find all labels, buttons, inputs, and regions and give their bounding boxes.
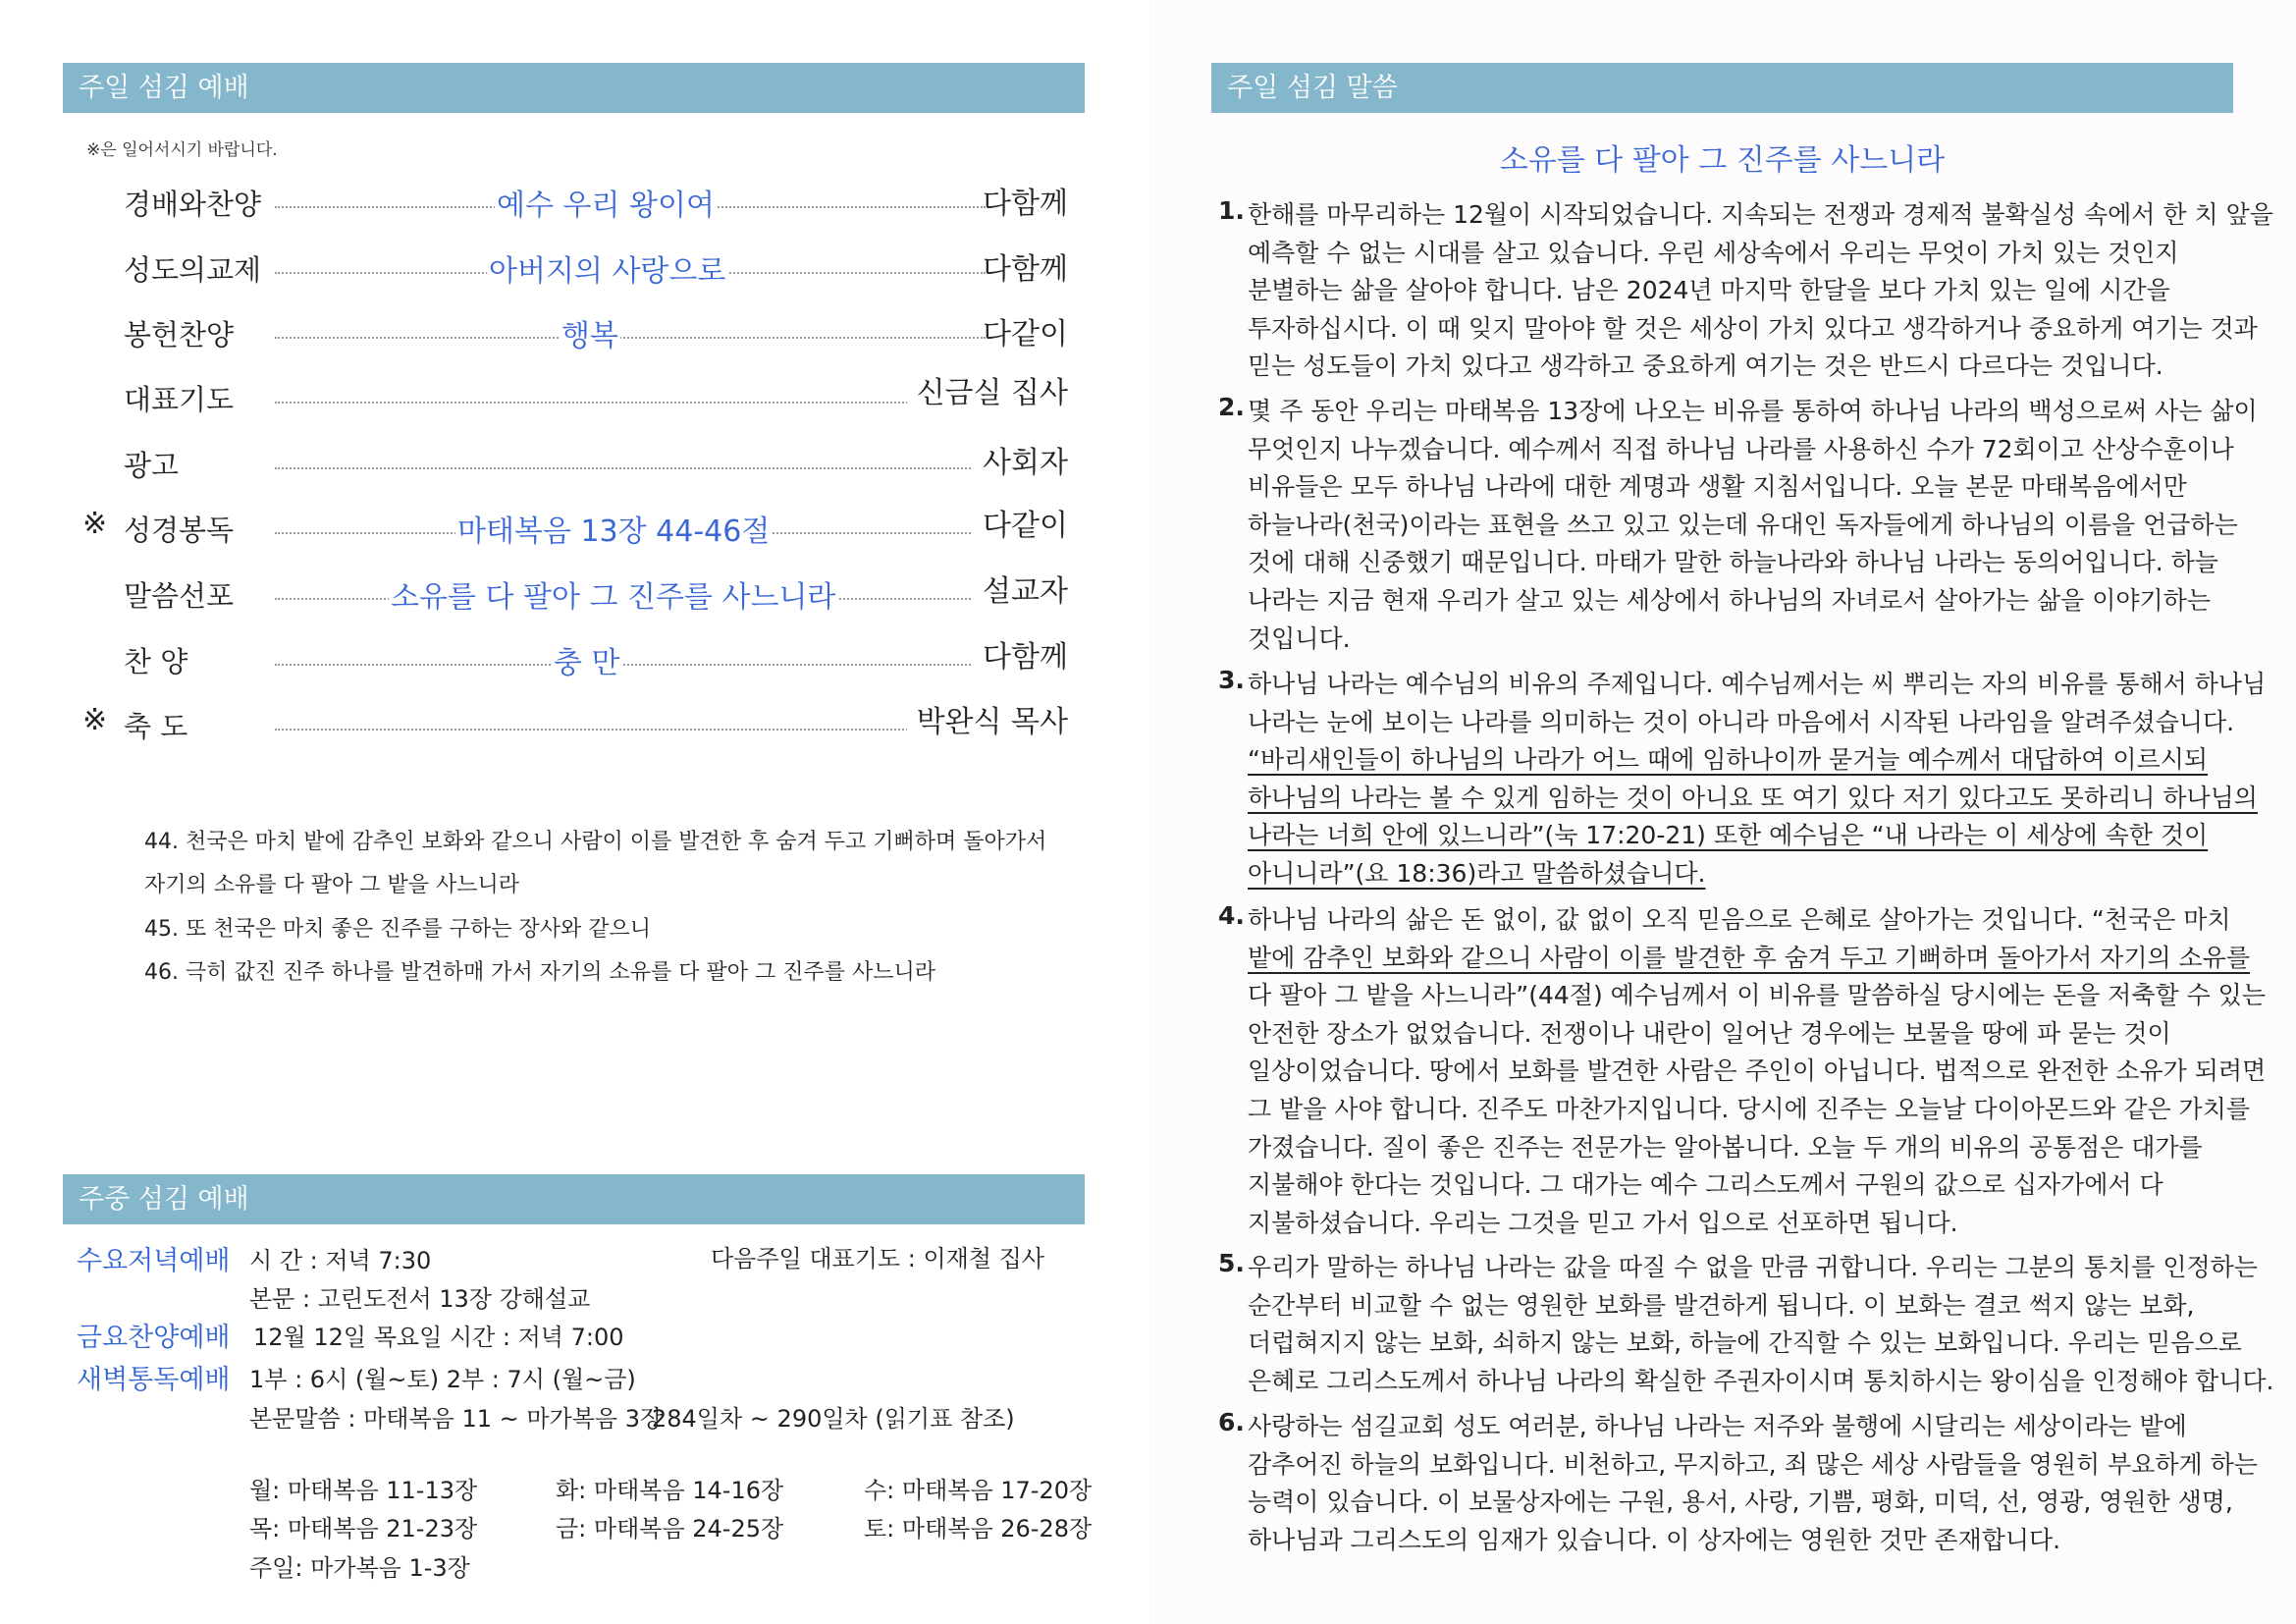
order-leader: 사회자 <box>973 438 1068 481</box>
paragraph-line: 하나님 나라는 예수님의 비유의 주제입니다. 예수님께서는 씨 뿌리는 자의 비유를 통해서 하나님 <box>1248 670 2267 698</box>
standing-mark: ※ <box>82 703 108 737</box>
paragraph-line: 분별하는 삶을 살아야 합니다. 남은 2024년 마지막 한달을 보다 가치 있는 일에 시간을 <box>1248 276 2170 305</box>
paragraph-number: 5. <box>1218 1249 1245 1277</box>
reading-item: 수: 마태복음 17-20장 <box>864 1477 1093 1504</box>
order-item: 대표기도 <box>124 383 235 416</box>
next-prayer: 다음주일 대표기도 : 이재철 집사 <box>711 1245 1044 1272</box>
order-title: 아버지의 사랑으로 <box>487 246 727 290</box>
paragraph-number: 1. <box>1218 196 1245 225</box>
wednesday-service-label: 수요저녁예배 <box>77 1246 231 1276</box>
weekday-section-header: 주중 섬김 예배 <box>63 1174 1085 1224</box>
dawn-text: 본문말씀 : 마태복음 11 ~ 마가복음 3장 <box>249 1405 664 1433</box>
order-item: 말씀선포 <box>124 579 235 613</box>
verse-line: 자기의 소유를 다 팔아 그 밭을 사느니라 <box>144 873 519 897</box>
underlined-quote: “바리새인들이 하나님의 나라가 어느 때에 임하나이까 묻거늘 예수께서 대답하여 이르시되 <box>1248 745 2209 775</box>
underlined-quote: 하나님의 나라는 볼 수 있게 임하는 것이 아니요 또 여기 있다 저기 있다고도 못하리니 하나님의 <box>1248 783 2258 812</box>
order-row <box>82 374 1068 423</box>
paragraph-line: 몇 주 동안 우리는 마태복음 13장에 나오는 비유를 통하여 하나님 나라의 백성으로써 사는 삶이 <box>1248 397 2258 425</box>
order-item: 봉헌찬양 <box>124 318 235 352</box>
paragraph-line: 안전한 장소가 없었습니다. 전쟁이나 내란이 일어난 경우에는 보물을 땅에 파 묻는 것이 <box>1248 1018 2171 1048</box>
paragraph-number: 6. <box>1218 1408 1245 1436</box>
paragraph-line: 순간부터 비교할 수 없는 영원한 보화를 발견하게 됩니다. 이 보화는 결코 썩지 않는 보화, <box>1248 1290 2195 1320</box>
order-item: 경배와찬양 <box>124 188 262 221</box>
paragraph-line: 것입니다. <box>1248 623 1351 653</box>
sermon-section-header: 주일 섬김 말씀 <box>1211 63 2233 113</box>
order-row <box>82 440 1068 489</box>
underlined-quote: 아니니라”(요 18:36)라고 말씀하셨습니다. <box>1248 858 1706 888</box>
reading-item: 주일: 마가복음 1-3장 <box>249 1554 470 1582</box>
order-leader: 설교자 <box>973 567 1068 610</box>
paragraph-line: 투자하십시다. 이 때 잊지 말아야 할 것은 세상이 가치 있다고 생각하거나 중요하게 여기는 것과 <box>1248 313 2258 343</box>
paragraph-line: 다 팔아 그 밭을 사느니라”(44절) 예수님께서 이 비유를 말씀하실 당시에는 돈을 저축할 수 있는 <box>1248 981 2266 1010</box>
paragraph-line <box>1218 817 2234 855</box>
order-title: 소유를 다 팔아 그 진주를 사느니라 <box>389 572 837 616</box>
friday-service-label: 금요찬양예배 <box>77 1323 231 1353</box>
sermon-paragraph <box>1218 393 2258 658</box>
order-item: 광고 <box>124 449 180 482</box>
paragraph-line: 그 밭을 사야 합니다. 진주도 마찬가지입니다. 당시에 진주는 오늘날 다이아몬드와 같은 가치를 <box>1248 1094 2251 1123</box>
wednesday-text: 본문 : 고린도전서 13장 강해설교 <box>249 1285 591 1313</box>
paragraph-line: 하나님과 그리스도의 임재가 있습니다. 이 상자에는 영원한 것만 존재합니다. <box>1248 1525 2061 1554</box>
order-row <box>82 701 1068 750</box>
order-row <box>82 309 1068 358</box>
dotted-leader <box>275 729 986 731</box>
order-row <box>82 636 1068 685</box>
underlined-quote: 밭에 감추인 보화와 같으니 사람이 이를 발견한 후 숨겨 두고 기뻐하며 돌아가서 자기의 소유를 <box>1248 943 2251 972</box>
paragraph-line: 지불해야 한다는 것입니다. 그 대가는 예수 그리스도께서 구원의 값으로 십자가에서 다 <box>1248 1170 2163 1200</box>
order-row <box>82 570 1068 620</box>
sermon-paragraph <box>1218 196 2273 386</box>
order-title: 마태복음 13장 44-46절 <box>455 507 772 550</box>
dawn-time: 1부 : 6시 (월~토) 2부 : 7시 (월~금) <box>249 1366 636 1393</box>
paragraph-line: 비유들은 모두 하나님 나라에 대한 계명과 생활 지침서입니다. 오늘 본문 마태복음에서만 <box>1248 472 2187 502</box>
paragraph-line: 한해를 마무리하는 12월이 시작되었습니다. 지속되는 전쟁과 경제적 불확실성 속에서 한 치 앞을 <box>1248 200 2273 229</box>
dotted-leader <box>275 467 986 469</box>
sermon-paragraph <box>1218 1408 2258 1559</box>
order-leader: 다같이 <box>983 317 1068 352</box>
sermon-paragraph <box>1218 666 2267 893</box>
order-title: 예수 우리 왕이여 <box>495 181 717 224</box>
sermon-paragraph <box>1218 901 2267 1242</box>
reading-item: 화: 마태복음 14-16장 <box>556 1477 784 1504</box>
dawn-service-label: 새벽통독예배 <box>77 1365 231 1395</box>
paragraph-line <box>1218 780 2258 818</box>
verse-line: 45. 또 천국은 마치 좋은 진주를 구하는 장사와 같으니 <box>144 917 651 942</box>
order-leader: 다함께 <box>983 187 1068 221</box>
paragraph-line <box>1218 741 2234 780</box>
order-title: 충 만 <box>552 638 622 681</box>
verse-line: 46. 극히 값진 진주 하나를 발견하매 가서 자기의 소유를 다 팔아 그 진주를 사느니라 <box>144 960 935 985</box>
paragraph-number: 4. <box>1218 901 1245 930</box>
paragraph-line: 하늘나라(천국)이라는 표현을 쓰고 있고 있는데 유대인 독자들에게 하나님의 이름을 언급하는 <box>1248 510 2238 539</box>
order-row <box>82 244 1068 294</box>
verse-line: 44. 천국은 마치 밭에 감추인 보화와 같으니 사람이 이를 발견한 후 숨겨 두고 기뻐하며 돌아가서 <box>144 830 1047 854</box>
paragraph-line: 더럽혀지지 않는 보화, 쇠하지 않는 보화, 하늘에 간직할 수 있는 보화입니다. 우리는 믿음으로 <box>1248 1328 2242 1358</box>
order-row <box>82 505 1068 554</box>
order-leader: 다함께 <box>973 632 1068 676</box>
underlined-quote: 나라는 너희 안에 있느니라”(눅 17:20-21) 또한 예수님은 “내 나라는 이 세상에 속한 것이 <box>1248 821 2209 850</box>
order-item: 성도의교제 <box>124 253 262 287</box>
paragraph-line: 일상이었습니다. 땅에서 보화를 발견한 사람은 주인이 아닙니다. 법적으로 완전한 소유가 되려면 <box>1248 1056 2267 1086</box>
paragraph-line <box>1218 855 2234 893</box>
paragraph-number: 3. <box>1218 666 1245 694</box>
order-leader: 박완식 목사 <box>907 697 1068 740</box>
paragraph-line: 능력이 있습니다. 이 보물상자에는 구원, 용서, 사랑, 기쁨, 평화, 미덕, 선, 영광, 영원한 생명, <box>1248 1488 2233 1517</box>
order-item: 찬 양 <box>124 645 188 678</box>
sermon-paragraph <box>1218 1249 2274 1400</box>
paragraph-line: 무엇인지 나누겠습니다. 예수께서 직접 하나님 나라를 사용하신 수가 72회이고 산상수훈이나 <box>1248 434 2234 463</box>
paragraph-line: 나라는 지금 현재 우리가 살고 있는 세상에서 하나님의 자녀로서 살아가는 삶을 이야기하는 <box>1248 585 2211 615</box>
paragraph-number: 2. <box>1218 393 1245 421</box>
reading-item: 토: 마태복음 26-28장 <box>864 1515 1093 1543</box>
paragraph-line: 것에 대해 신중했기 때문입니다. 마태가 말한 하늘나라와 하나님 나라는 동의어입니다. 하늘 <box>1248 548 2218 577</box>
worship-section-header: 주일 섬김 예배 <box>63 63 1085 113</box>
paragraph-line: 우리가 말하는 하나님 나라는 값을 따질 수 없을 만큼 귀합니다. 우리는 그분의 통치를 인정하는 <box>1248 1253 2258 1281</box>
wednesday-time: 시 간 : 저녁 7:30 <box>249 1247 432 1274</box>
paragraph-line: 하나님 나라의 삶은 돈 없이, 값 없이 오직 믿음으로 은혜로 살아가는 것입니다. “천국은 마치 <box>1248 905 2231 934</box>
standing-mark: ※ <box>82 507 108 541</box>
paragraph-line <box>1218 940 2251 978</box>
order-leader: 다함께 <box>983 252 1068 287</box>
friday-text: 12월 12일 목요일 시간 : 저녁 7:00 <box>253 1324 624 1351</box>
order-leader: 신금실 집사 <box>907 368 1068 411</box>
order-item: 축 도 <box>124 710 188 743</box>
paragraph-line: 믿는 성도들이 가치 있다고 생각하고 중요하게 여기는 것은 반드시 다르다는 것입니다. <box>1248 352 2163 381</box>
dotted-leader <box>275 337 986 339</box>
reading-item: 월: 마태복음 11-13장 <box>249 1477 478 1504</box>
standing-note: ※은 일어서시기 바랍니다. <box>86 140 278 160</box>
paragraph-line: 가졌습니다. 질이 좋은 진주는 전문가는 알아봅니다. 오늘 두 개의 비유의 공통점은 대가를 <box>1248 1132 2203 1162</box>
order-row <box>82 179 1068 228</box>
paragraph-line: 예측할 수 없는 시대를 살고 있습니다. 우린 세상속에서 우리는 무엇이 가치 있는 것인지 <box>1248 238 2179 267</box>
paragraph-line: 은혜로 그리스도께서 하나님 나라의 확실한 주권자이시며 통치하시는 왕이심을 인정해야 합니다. <box>1248 1366 2274 1395</box>
paragraph-line: 사랑하는 섬길교회 성도 여러분, 하나님 나라는 저주와 불행에 시달리는 세상이라는 밭에 <box>1248 1412 2187 1440</box>
paragraph-line: 지불하셨습니다. 우리는 그것을 믿고 가서 입으로 선포하면 됩니다. <box>1248 1208 1958 1237</box>
order-item: 성경봉독 <box>124 514 235 547</box>
dotted-leader <box>275 664 986 666</box>
reading-item: 목: 마태복음 21-23장 <box>249 1515 478 1543</box>
dotted-leader <box>275 402 986 404</box>
paragraph-line: 감추어진 하늘의 보화입니다. 비천하고, 무지하고, 죄 많은 세상 사람들을 영원히 부요하게 하는 <box>1248 1449 2258 1479</box>
order-title: 행복 <box>560 311 620 354</box>
dawn-days: 284일차 ~ 290일차 (읽기표 참조) <box>652 1405 1015 1433</box>
paragraph-line: 나라는 눈에 보이는 나라를 의미하는 것이 아니라 마음에서 시작된 나라임을 알려주셨습니다. <box>1248 707 2235 736</box>
reading-item: 금: 마태복음 24-25장 <box>556 1515 784 1543</box>
order-leader: 다같이 <box>973 501 1068 544</box>
sermon-title: 소유를 다 팔아 그 진주를 사느니라 <box>1499 143 1946 178</box>
